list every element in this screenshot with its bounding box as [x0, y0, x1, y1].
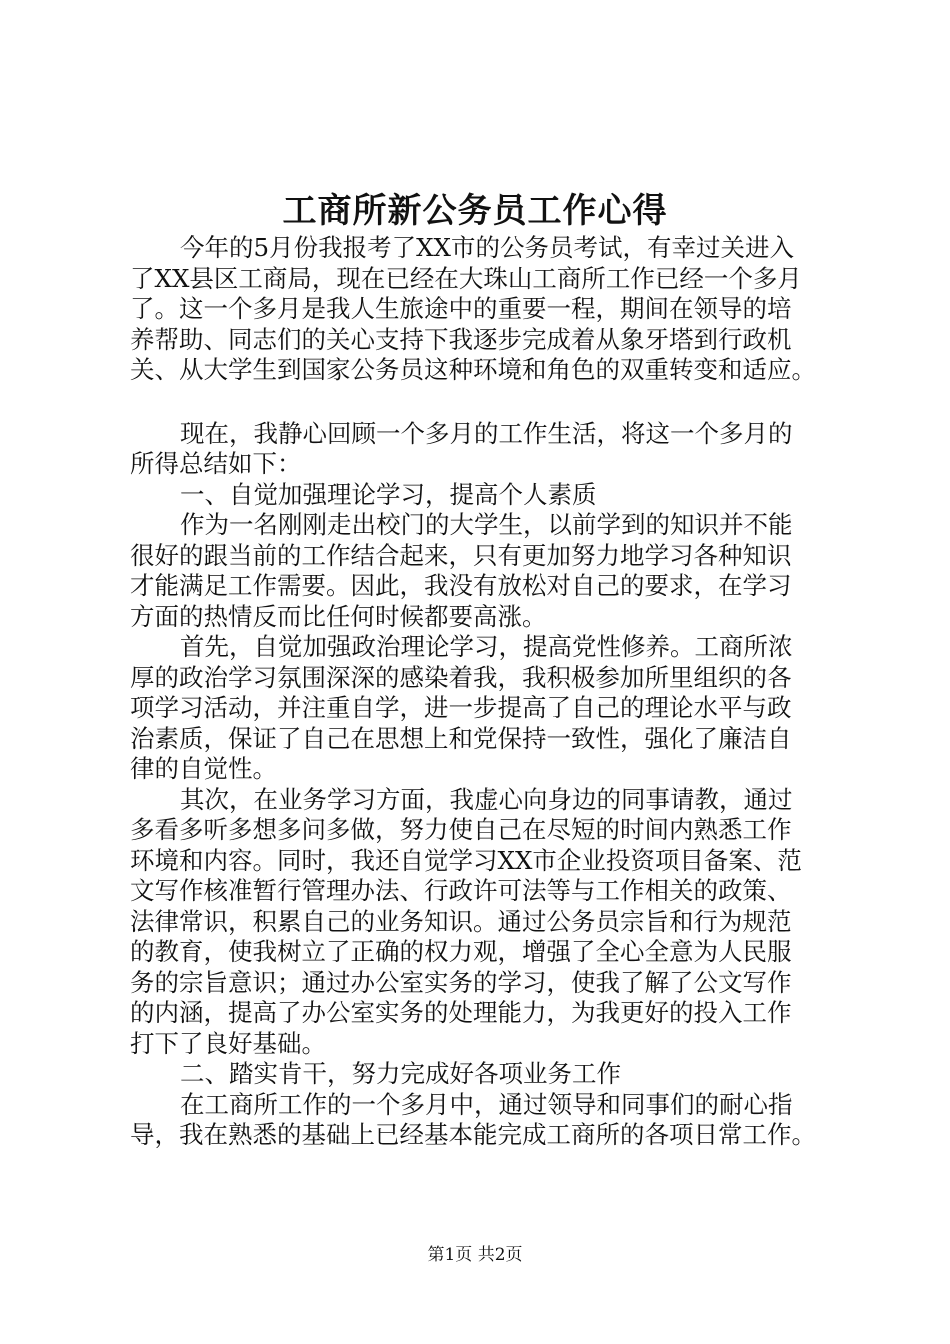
document-title: 工商所新公务员工作心得	[282, 191, 668, 231]
paragraph-line: 环境和内容。同时，我还自觉学习XX市企业投资项目备案、范	[130, 845, 802, 875]
paragraph-line: 文写作核准暂行管理办法、行政许可法等与工作相关的政策、	[130, 876, 792, 905]
paragraph-line: 律的自觉性。	[130, 754, 277, 783]
paragraph-line: 治素质，保证了自己在思想上和党保持一致性，强化了廉洁自	[130, 723, 792, 753]
page-footer: 第1页 共2页	[427, 1245, 523, 1265]
paragraph-line: 的内涵，提高了办公室实务的处理能力，为我更好的投入工作	[130, 998, 792, 1027]
paragraph-line: 所得总结如下：	[130, 449, 302, 478]
paragraph-line: 现在，我静心回顾一个多月的工作生活，将这一个多月的	[180, 418, 793, 448]
paragraph-line: 导，我在熟悉的基础上已经基本能完成工商所的各项日常工作。	[130, 1120, 816, 1149]
section-heading: 一、自觉加强理论学习，提高个人素质	[180, 479, 597, 509]
paragraph-line: 关、从大学生到国家公务员这种环境和角色的双重转变和适应。	[130, 355, 816, 384]
paragraph-spacer	[130, 386, 840, 419]
paragraph-line: 项学习活动，并注重自学，进一步提高了自己的理论水平与政	[130, 693, 792, 722]
paragraph-line: 很好的跟当前的工作结合起来，只有更加努力地学习各种知识	[130, 540, 792, 570]
paragraph-line: 了。这一个多月是我人生旅途中的重要一程，期间在领导的培	[130, 294, 792, 323]
paragraph-line: 作为一名刚刚走出校门的大学生，以前学到的知识并不能	[180, 510, 793, 539]
paragraph-line: 的教育，使我树立了正确的权力观，增强了全心全意为人民服	[130, 937, 792, 966]
paragraph-line: 厚的政治学习氛围深深的感染着我，我积极参加所里组织的各	[130, 662, 792, 692]
paragraph-line: 法律常识，积累自己的业务知识。通过公务员宗旨和行为规范	[130, 906, 792, 936]
document-body	[130, 233, 840, 1151]
paragraph-line: 今年的5月份我报考了XX市的公务员考试，有幸过关进入	[180, 233, 794, 262]
paragraph-line: 多看多听多想多问多做，努力使自己在尽短的时间内熟悉工作	[130, 815, 792, 844]
paragraph-line: 了XX县区工商局，现在已经在大珠山工商所工作已经一个多月	[130, 263, 802, 293]
paragraph-line: 养帮助、同志们的关心支持下我逐步完成着从象牙塔到行政机	[130, 324, 792, 354]
paragraph-line: 打下了良好基础。	[130, 1028, 326, 1058]
paragraph-line: 方面的热情反而比任何时候都要高涨。	[130, 601, 547, 631]
paragraph-line: 首先，自觉加强政治理论学习，提高党性修养。工商所浓	[180, 632, 793, 661]
paragraph-line: 其次，在业务学习方面，我虚心向身边的同事请教，通过	[180, 784, 793, 814]
paragraph-line: 才能满足工作需要。因此，我没有放松对自己的要求，在学习	[130, 571, 792, 600]
paragraph-line: 务的宗旨意识；通过办公室实务的学习，使我了解了公文写作	[130, 967, 792, 997]
paragraph-line: 在工商所工作的一个多月中，通过领导和同事们的耐心指	[180, 1089, 793, 1119]
section-heading: 二、踏实肯干，努力完成好各项业务工作	[180, 1059, 621, 1088]
